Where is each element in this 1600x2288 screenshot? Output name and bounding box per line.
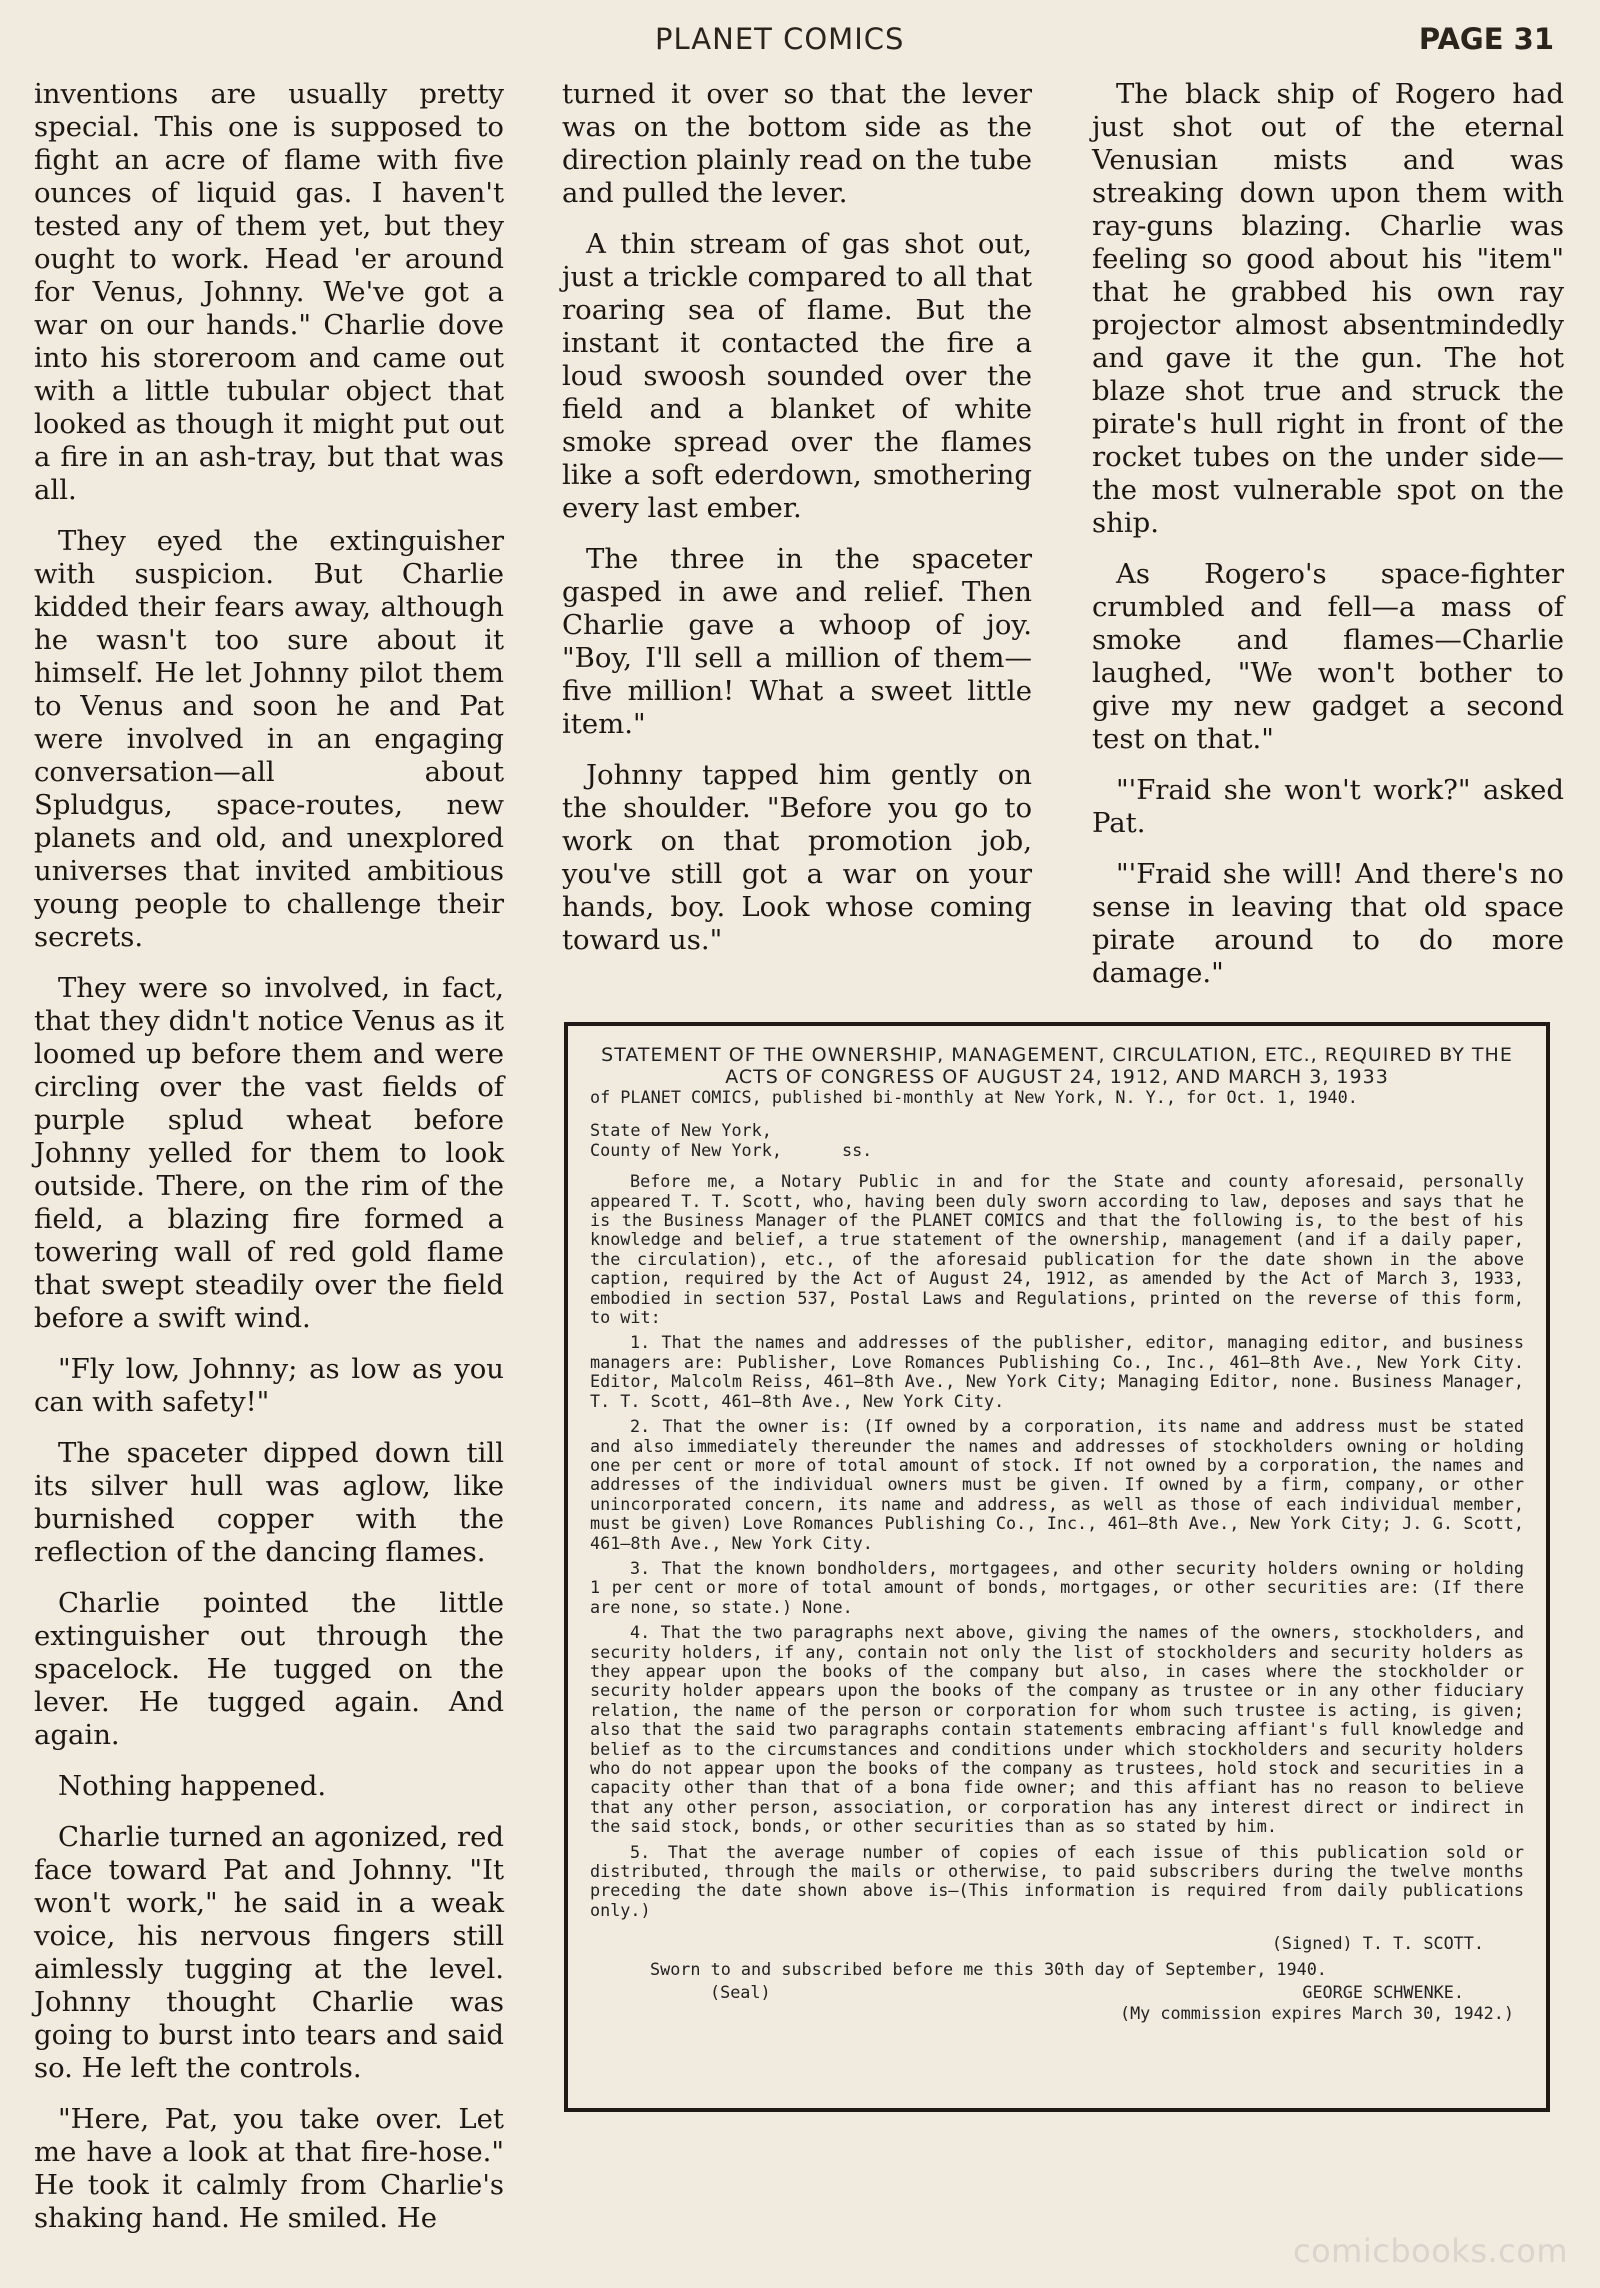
story-column-1 <box>34 78 504 2253</box>
story-paragraph: The spaceter dipped down till its silver hull was aglow, like burnished copper with the reflection of the dancing flames. <box>34 1437 504 1568</box>
story-paragraph: Charlie pointed the little extinguisher out through the spacelock. He tugged on the lever. He tugged again. And again. <box>34 1587 504 1751</box>
story-paragraph: turned it over so that the lever was on the bottom side as the direction plainly read on the tube and pulled the lever. <box>562 78 1032 209</box>
statement-venue <box>590 1121 1524 1160</box>
story-paragraph: Charlie turned an agonized, red face toward Pat and Johnny. "It won't work," he said in a weak voice, his nervous fingers still aimlessly tugging at the level. Johnny thought Charlie was going to burst into tears and said so. He left the controls. <box>34 1821 504 2084</box>
story-paragraph: Johnny tapped him gently on the shoulder. "Before you go to work on that promotion job, you've still got a war on your hands, boy. Look whose coming toward us." <box>562 759 1032 956</box>
story-paragraph: inventions are usually pretty special. This one is supposed to fight an acre of flame with five ounces of liquid gas. I haven't tested any of them yet, but they ought to work. Head 'er around for Venus, Johnny. We've got a war on our hands." Charlie dove into his storeroom and came out with a little tubular object that looked as though it might put out a fire in an ash-tray, but that was all. <box>34 78 504 506</box>
page-header <box>0 22 1600 66</box>
statement-paragraph: 2. That the owner is: (If owned by a corporation, its name and address must be stated and also immediately thereunder the names and addresses of stockholders owning or holding one per cent or more of total amount of stock. If not owned by a corporation, the names and addresses of the individual owners must be given. If owned by a firm, company, or other unincorporated concern, its name and address, as well as those of each individual member, must be given) Love Romances Publishing Co., Inc., 461—8th Ave., New York City; J. G. Scott, 461—8th Ave., New York City. <box>590 1416 1524 1553</box>
statement-paragraph: 4. That the two paragraphs next above, giving the names of the owners, stockholders, and security holders, if any, contain not only the list of stockholders and security holders as they appear upon the books of the company but also, in cases where the stockholder or security holder appears upon the books of the company as trustee or in any other fiduciary relation, the name of the person or corporation for whom such trustee is acting, is given; also that the said two paragraphs contain statements embracing affiant's full knowledge and belief as to the circumstances and conditions under which stockholders and security holders who do not appear upon the books of the company as trustees, hold stock and securities in a capacity other than that of a bona fide owner; and this affiant has no reason to believe that any other person, association, or corporation has any interest direct or indirect in the said stock, bonds, or other securities than as so stated by him. <box>590 1622 1524 1837</box>
statement-signature: (Signed) T. T. SCOTT. <box>1271 1933 1484 1954</box>
story-paragraph: They eyed the extinguisher with suspicion. But Charlie kidded their fears away, although he wasn't too sure about it himself. He let Johnny pilot them to Venus and soon he and Pat were involved in an engaging conversation—all about Spludgus, space-routes, new planets and old, and unexplored universes that invited ambitious young people to challenge their secrets. <box>34 525 504 953</box>
story-paragraph: "Fly low, Johnny; as low as you can with safety!" <box>34 1353 504 1418</box>
story-paragraph: The black ship of Rogero had just shot out of the eternal Venusian mists and was streaking down upon them with ray-guns blazing. Charlie was feeling so good about his "item" that he grabbed his own ray projector almost absentmindedly and gave it the gun. The hot blaze shot true and struck the pirate's hull right in front of the rocket tubes on the under side—the most vulnerable spot on the ship. <box>1092 78 1564 539</box>
site-watermark: comicbooks.com <box>1292 2232 1568 2270</box>
venue-ss: ss. <box>841 1139 873 1160</box>
story-column-3 <box>1092 78 1564 1008</box>
story-column-2 <box>562 78 1032 975</box>
story-paragraph: "Here, Pat, you take over. Let me have a look at that fire-hose." He took it calmly from Charlie's shaking hand. He smiled. He <box>34 2103 504 2234</box>
statement-intro: of PLANET COMICS, published bi-monthly at New York, N. Y., for Oct. 1, 1940. <box>590 1087 1358 1107</box>
statement-notary: GEORGE SCHWENKE. <box>1302 1982 1464 2003</box>
venue-county: County of New York, <box>590 1139 782 1160</box>
statement-seal: (Seal) <box>710 1982 771 2003</box>
story-paragraph: As Rogero's space-fighter crumbled and fell—a mass of smoke and flames—Charlie laughed, "We won't bother to give my new gadget a second test on that." <box>1092 558 1564 755</box>
story-paragraph: The three in the spaceter gasped in awe and relief. Then Charlie gave a whoop of joy. "Boy, I'll sell a million of them—five million! What a sweet little item." <box>562 543 1032 740</box>
statement-heading: STATEMENT OF THE OWNERSHIP, MANAGEMENT, CIRCULATION, ETC., REQUIRED BY THE ACTS OF CONGRESS OF AUGUST 24, 1912, AND MARCH 3, 1933 <box>601 1044 1513 1088</box>
statement-commission: (My commission expires March 30, 1942.) <box>1119 2003 1514 2024</box>
statement-paragraph: Before me, a Notary Public in and for the State and county aforesaid, personally appeared T. T. Scott, who, having been duly sworn according to law, deposes and says that he is the Business Manager of the PLANET COMICS and that the following is, to the best of his knowledge and belief, a true statement of the ownership, management (and if a daily paper, the circulation), etc., of the aforesaid publication for the date shown in the above caption, required by the Act of August 24, 1912, as amended by the Act of March 3, 1933, embodied in section 537, Postal Laws and Regulations, printed on the reverse of this form, to wit: <box>590 1171 1524 1328</box>
page-number: PAGE 31 <box>1418 22 1554 56</box>
statement-sworn: Sworn to and subscribed before me this 30th day of September, 1940. <box>650 1958 1327 1979</box>
ownership-statement-box <box>564 1022 1550 2112</box>
story-paragraph: They were so involved, in fact, that they didn't notice Venus as it loomed up before them and were circling over the vast fields of purple splud wheat before Johnny yelled for them to look outside. There, on the rim of the field, a blazing fire formed a towering wall of red gold flame that swept steadily over the field before a swift wind. <box>34 972 504 1334</box>
story-paragraph: "'Fraid she will! And there's no sense in leaving that old space pirate around to do more damage." <box>1092 858 1564 989</box>
statement-paragraph: 3. That the known bondholders, mortgagees, and other security holders owning or holding 1 per cent or more of total amount of bonds, mortgages, or other securities are: (If there are none, so state.) None. <box>590 1557 1524 1617</box>
story-paragraph: "'Fraid she won't work?" asked Pat. <box>1092 774 1564 839</box>
magazine-title: PLANET COMICS <box>655 22 905 56</box>
story-paragraph: A thin stream of gas shot out, just a trickle compared to all that roaring sea of flame. But the instant it contacted the fire a loud swoosh sounded over the field and a blanket of white smoke spread over the flames like a soft ederdown, smothering every last ember. <box>562 228 1032 524</box>
statement-paragraph: 1. That the names and addresses of the publisher, editor, managing editor, and business managers are: Publisher, Love Romances Publishing Co., Inc., 461—8th Ave., New York City. Editor, Malcolm Reiss, 461—8th Ave., New York City; Managing Editor, none. Business Manager, T. T. Scott, 461—8th Ave., New York City. <box>590 1332 1524 1411</box>
statement-paragraph: 5. That the average number of copies of each issue of this publication sold or distributed, through the mails or otherwise, to paid subscribers during the twelve months preceding the date shown above is—(This information is required from daily publications only.) <box>590 1841 1524 1920</box>
venue-state: State of New York, <box>590 1120 772 1141</box>
story-paragraph: Nothing happened. <box>58 1770 327 1802</box>
